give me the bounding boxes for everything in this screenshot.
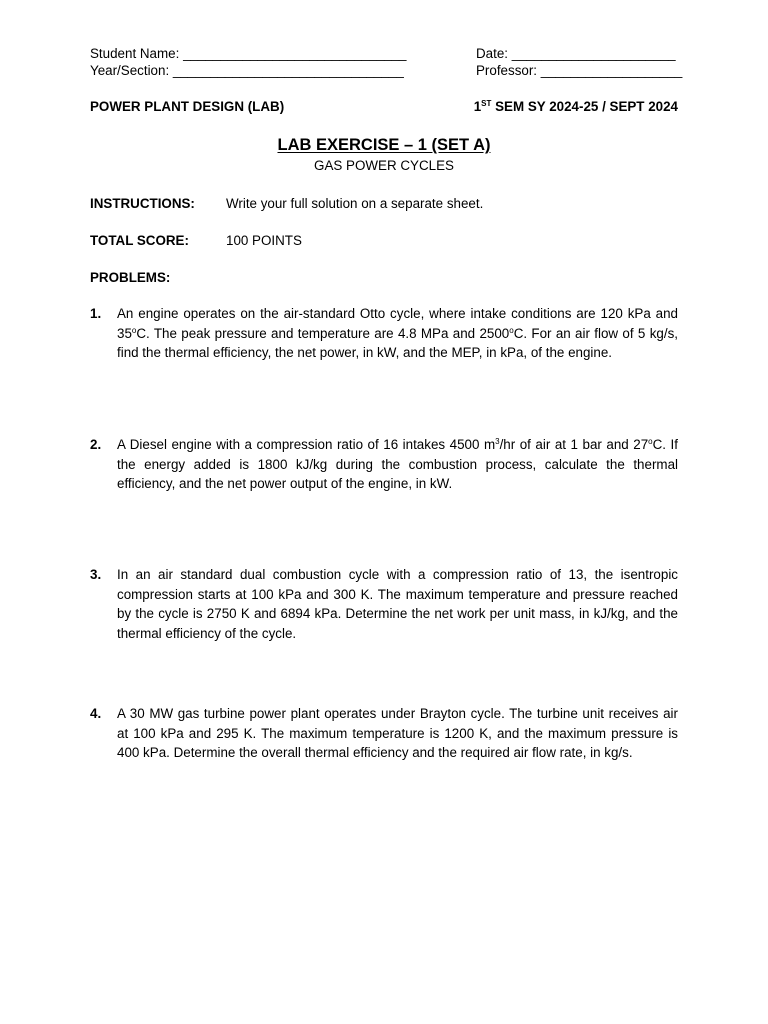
problem-1-number: 1. bbox=[90, 306, 102, 321]
date-row bbox=[476, 45, 676, 62]
student-name-label: Student Name: bbox=[90, 46, 180, 61]
page-title: LAB EXERCISE – 1 (SET A) bbox=[277, 136, 491, 154]
problem-2 bbox=[90, 435, 678, 494]
problem-3-text: In an air standard dual combustion cycle with a compression ratio of 13, the isentropic compression starts at 100 kPa and 300 K. The maximum temperature and pressure reached by the cycle is 2750 K and 6894 kPa. Determine the net work per unit mass, in kJ/kg, and the thermal efficiency of the cycle. bbox=[117, 567, 678, 641]
student-name-row bbox=[90, 45, 406, 62]
problem-1 bbox=[90, 304, 678, 363]
problem-3-number: 3. bbox=[90, 567, 102, 582]
professor-line: ___________________ bbox=[540, 63, 683, 78]
course-name: POWER PLANT DESIGN (LAB) bbox=[90, 99, 285, 114]
year-section-row bbox=[90, 62, 404, 79]
year-section-label: Year/Section: bbox=[90, 63, 170, 78]
page-subtitle: GAS POWER CYCLES bbox=[314, 158, 454, 173]
instructions-label: INSTRUCTIONS: bbox=[90, 196, 195, 211]
professor-row bbox=[476, 62, 682, 79]
problem-2-text: A Diesel engine with a compression ratio of 16 intakes 4500 $m^3/hr$ of air at 1 bar and 27$^o$C. If the energy added is 1800 kJ/kg during the combustion process, calculate the thermal efficiency, and the net power output of the engine, in kW. bbox=[117, 437, 678, 491]
date-line: ______________________ bbox=[511, 46, 676, 61]
professor-label: Professor: bbox=[476, 63, 538, 78]
problem-3 bbox=[90, 565, 678, 643]
date-label: Date: bbox=[476, 46, 509, 61]
total-score-value: 100 POINTS bbox=[226, 233, 302, 248]
problem-2-number: 2. bbox=[90, 437, 102, 452]
problem-4 bbox=[90, 704, 678, 763]
problem-1-text: An engine operates on the air-standard Otto cycle, where intake conditions are 120 kPa and 35$^o$C. The peak pressure and temperature are 4.8 MPa and 2500$^o$C. For an air flow of 5 kg/s, find the thermal efficiency, the net power, in kW, and the MEP, in kPa, of the engine. bbox=[117, 306, 678, 360]
student-name-line: ______________________________ bbox=[183, 46, 407, 61]
semester-info: 1ST SEM SY 2024-25 / SEPT 2024 bbox=[473, 99, 678, 114]
total-score-label: TOTAL SCORE: bbox=[90, 233, 189, 248]
instructions-value: Write your full solution on a separate sheet. bbox=[226, 196, 484, 211]
problems-heading: PROBLEMS: bbox=[90, 270, 171, 285]
problem-4-text: A 30 MW gas turbine power plant operates under Brayton cycle. The turbine unit receives air at 100 kPa and 295 K. The maximum temperature is 1200 K, and the maximum pressure is 400 kPa. Determine the overall thermal efficiency and the required air flow rate, in kg/s. bbox=[117, 706, 678, 760]
problem-4-number: 4. bbox=[90, 706, 102, 721]
year-section-line: _______________________________ bbox=[172, 63, 404, 78]
